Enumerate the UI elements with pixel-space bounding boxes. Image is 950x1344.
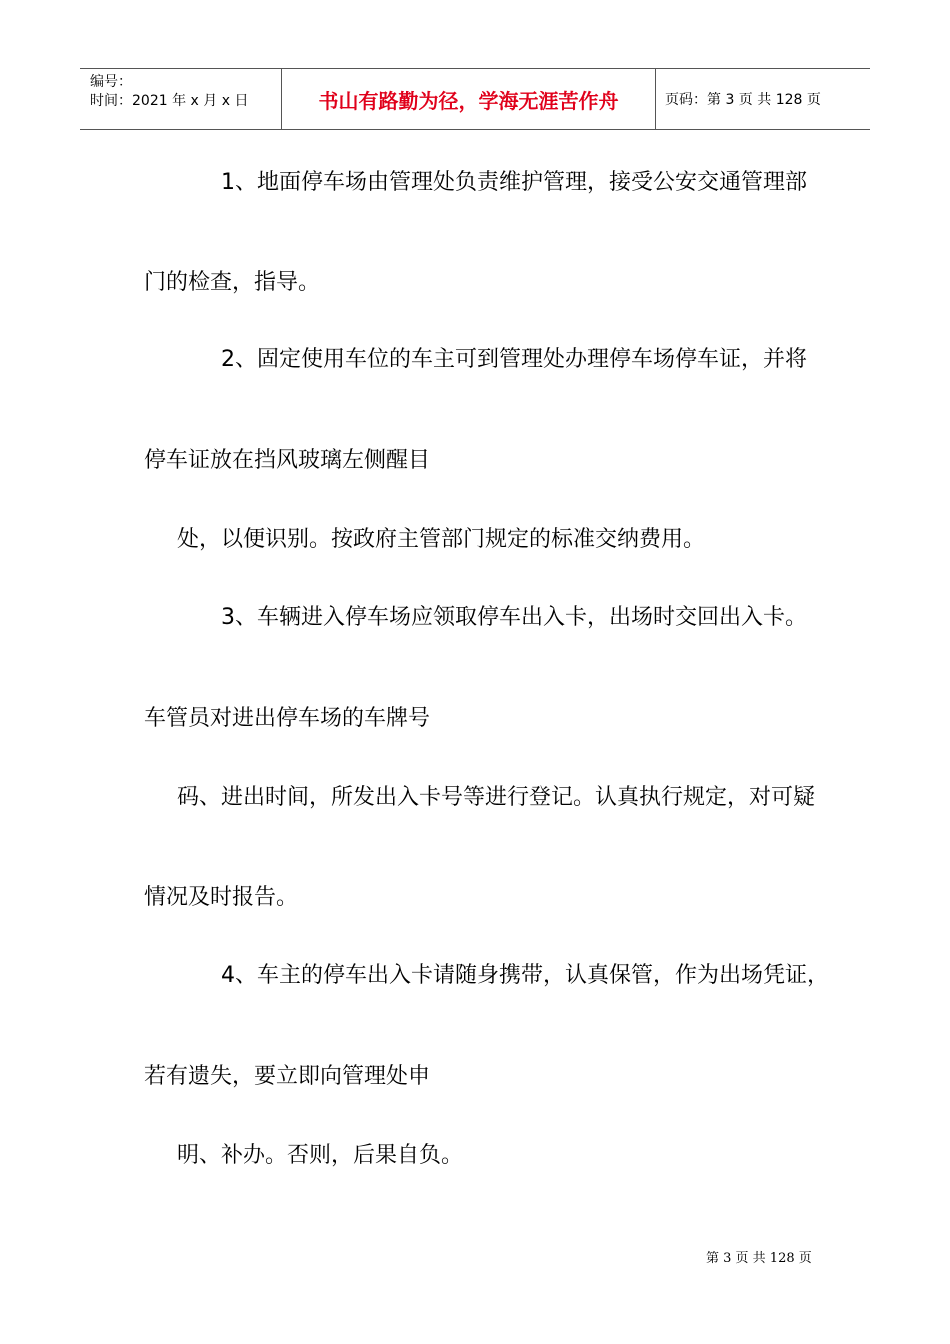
body-line: 停车证放在挡风玻璃左侧醒目 xyxy=(144,448,431,473)
page-header xyxy=(80,68,870,130)
document-number-label: 编号： xyxy=(90,74,132,90)
body-line: 车管员对进出停车场的车牌号 xyxy=(144,706,431,731)
body-line: 明、补办。否则，后果自负。 xyxy=(177,1143,464,1168)
body-line: 若有遗失，要立即向管理处申 xyxy=(144,1064,431,1089)
header-meta xyxy=(80,69,280,129)
body-line: 3、车辆进入停车场应领取停车出入卡，出场时交回出入卡。 xyxy=(221,605,807,630)
document-date-label: 时间：2021 年 x 月 x 日 xyxy=(90,93,249,109)
body-line: 门的检查，指导。 xyxy=(144,270,321,295)
header-motto: 书山有路勤为径，学海无涯苦作舟 xyxy=(281,69,656,129)
page-footer: 第 3 页 共 128 页 xyxy=(706,1251,812,1266)
body-line: 处，以便识别。按政府主管部门规定的标准交纳费用。 xyxy=(177,527,706,552)
header-page-info: 页码：第 3 页 共 128 页 xyxy=(665,92,821,108)
body-line: 2、固定使用车位的车主可到管理处办理停车场停车证，并将 xyxy=(221,347,807,372)
body-line: 4、车主的停车出入卡请随身携带，认真保管，作为出场凭证， xyxy=(221,963,829,988)
body-line: 1、地面停车场由管理处负责维护管理，接受公安交通管理部 xyxy=(221,170,807,195)
body-line: 码、进出时间，所发出入卡号等进行登记。认真执行规定，对可疑 xyxy=(177,785,816,810)
body-line: 情况及时报告。 xyxy=(144,885,299,910)
